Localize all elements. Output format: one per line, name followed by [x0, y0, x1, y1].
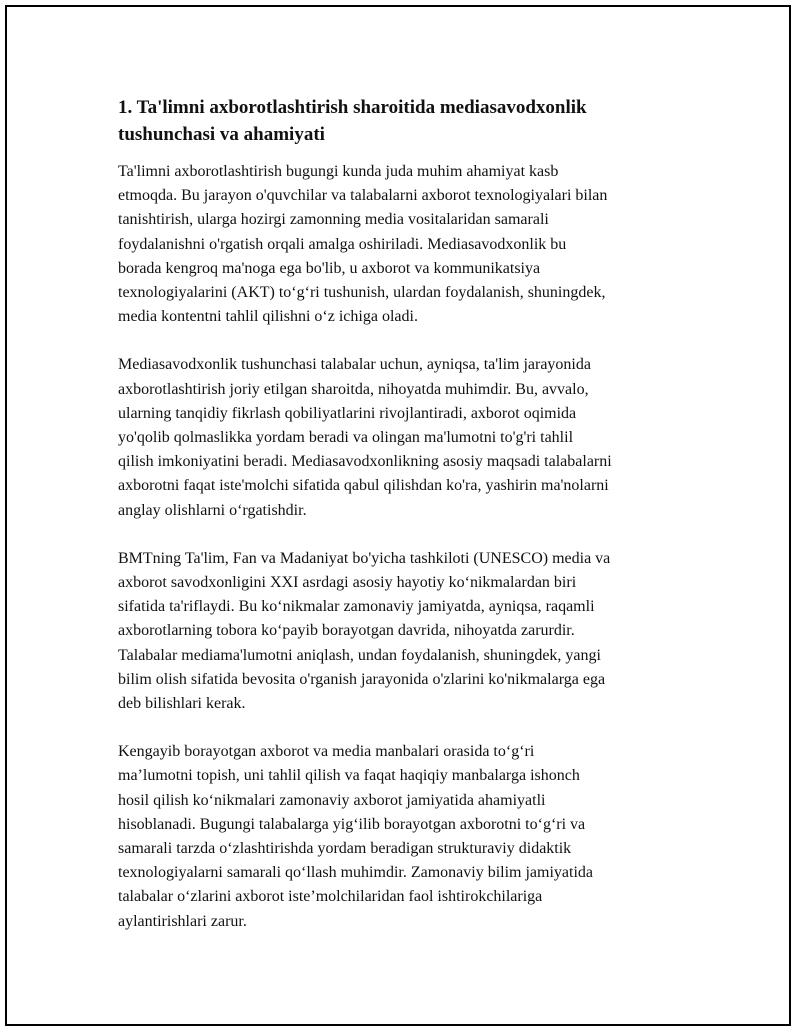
paragraph-2 [118, 353, 698, 522]
text-line: foydalanishni o'rgatish orqali amalga oshiriladi. Mediasavodxonlik bu [118, 235, 567, 253]
text-line: qilish imkoniyatini beradi. Mediasavodxonlikning asosiy maqsadi talabalarni [118, 453, 612, 471]
text-line: Ta'limni axborotlashtirish bugungi kunda juda muhim ahamiyat kasb [118, 163, 559, 180]
text-line: media kontentni tahlil qilishni o‘z ichiga oladi. [118, 308, 418, 326]
text-line: BMTning Ta'lim, Fan va Madaniyat bo'yicha tashkiloti (UNESCO) media va [118, 549, 611, 567]
text-line: ma’lumotni topish, uni tahlil qilish va faqat haqiqiy manbalarga ishonch [118, 767, 580, 785]
text-line: aylantirishlari zarur. [118, 912, 247, 930]
text-line: talabalar o‘zlarini axborot iste’molchilaridan faol ishtirokchilariga [118, 888, 543, 906]
text-line: hosil qilish ko‘nikmalari zamonaviy axborot jamiyatida ahamiyatli [118, 791, 546, 809]
text-line: texnologiyalarini (AKT) to‘g‘ri tushunish, ulardan foydalanish, shuningdek, [118, 284, 606, 302]
paragraph-3 [118, 547, 698, 716]
text-line: axborot savodxonligini XXI asrdagi asosiy hayotiy ko‘nikmalardan biri [118, 574, 577, 592]
text-line: Talabalar mediama'lumotni aniqlash, undan foydalanish, shuningdek, yangi [118, 646, 601, 664]
paragraph-1 [118, 160, 698, 329]
heading-line: 1. Ta'limni axborotlashtirish sharoitida mediasavodxonlik [118, 97, 587, 118]
text-line: sifatida ta'riflaydi. Bu ko‘nikmalar zamonaviy jamiyatda, ayniqsa, raqamli [118, 598, 595, 616]
text-line: yo'qolib qolmaslikka yordam beradi va olingan ma'lumotni to'g'ri tahlil [118, 429, 574, 447]
heading-line: tushunchasi va ahamiyati [118, 124, 325, 145]
section-heading [118, 94, 698, 148]
text-line: deb bilishlari kerak. [118, 695, 246, 713]
text-line: hisoblanadi. Bugungi talabalarga yig‘ilib borayotgan axborotni to‘g‘ri va [118, 815, 586, 833]
paragraph-4 [118, 740, 698, 934]
text-line: texnologiyalarni samarali qo‘llash muhimdir. Zamonaviy bilim jamiyatida [118, 864, 594, 882]
text-line: tanishtirish, ularga hozirgi zamonning media vositalaridan samarali [118, 211, 549, 229]
text-line: Mediasavodxonlik tushunchasi talabalar uchun, ayniqsa, ta'lim jarayonida [118, 356, 591, 374]
text-line: axborotni faqat iste'molchi sifatida qabul qilishdan ko'ra, yashirin ma'nolarni [118, 477, 609, 495]
text-line: anglay olishlarni o‘rgatishdir. [118, 501, 307, 519]
text-line: samarali tarzda o‘zlashtirishda yordam beradigan strukturaviy didaktik [118, 840, 572, 858]
text-line: etmoqda. Bu jarayon o'quvchilar va talabalarni axborot texnologiyalari bilan [118, 187, 608, 205]
text-line: axborotlashtirish joriy etilgan sharoitda, nihoyatda muhimdir. Bu, avvalo, [118, 380, 589, 398]
text-line: bilim olish sifatida bevosita o'rganish jarayonida o'zlarini ko'nikmalarga ega [118, 670, 606, 688]
text-line: axborotlarning tobora ko‘payib borayotgan davrida, nihoyatda zarurdir. [118, 622, 575, 640]
text-line: ularning tanqidiy fikrlash qobiliyatlarini rivojlantiradi, axborot oqimida [118, 404, 577, 422]
text-line: Kengayib borayotgan axborot va media manbalari orasida to‘g‘ri [118, 743, 535, 761]
text-line: borada kengroq ma'noga ega bo'lib, u axborot va kommunikatsiya [118, 259, 541, 277]
document-body [118, 94, 698, 958]
